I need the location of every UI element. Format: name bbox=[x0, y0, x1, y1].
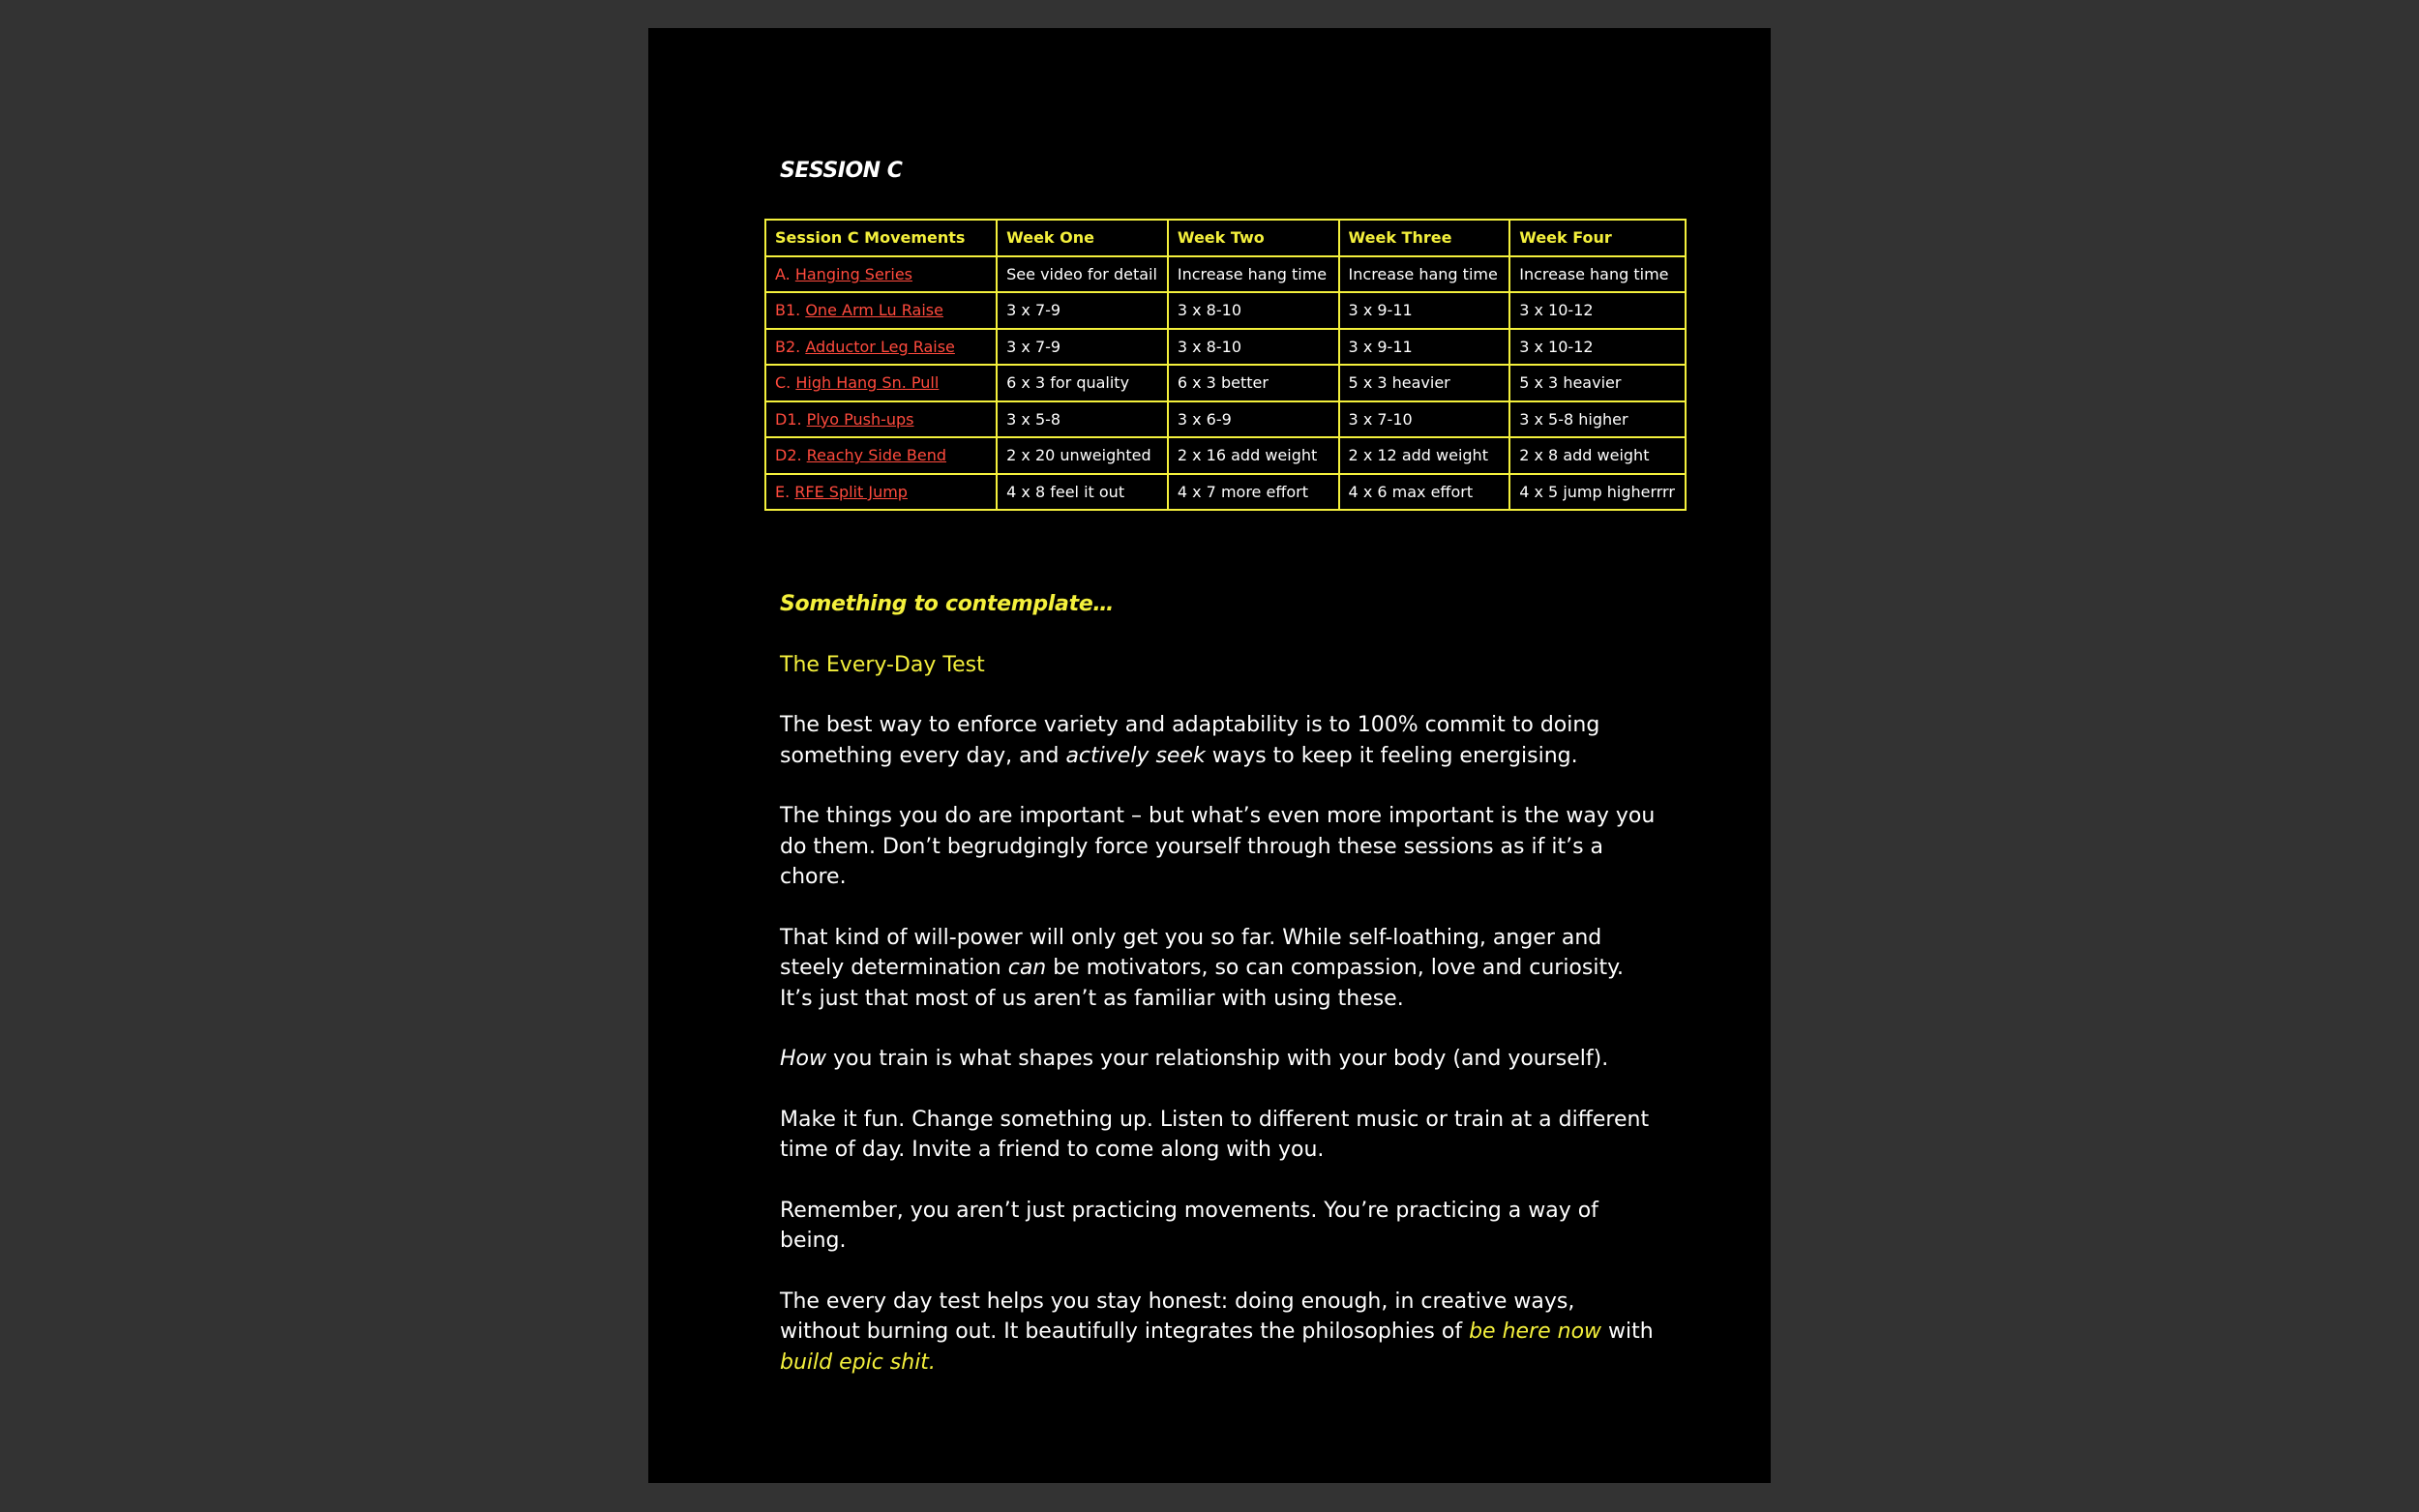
movement-cell bbox=[765, 365, 997, 401]
movement-prefix: C. bbox=[775, 373, 796, 393]
week-two-cell: 3 x 8-10 bbox=[1168, 329, 1339, 366]
week-four-cell: 2 x 8 add weight bbox=[1509, 437, 1686, 474]
movement-link-reachy-side-bend[interactable]: Reachy Side Bend bbox=[806, 446, 947, 465]
week-two-cell: 3 x 8-10 bbox=[1168, 292, 1339, 329]
table-row bbox=[765, 365, 1686, 401]
week-three-cell: Increase hang time bbox=[1339, 256, 1510, 293]
week-four-cell: 5 x 3 heavier bbox=[1509, 365, 1686, 401]
week-three-cell: 5 x 3 heavier bbox=[1339, 365, 1510, 401]
movement-prefix: B2. bbox=[775, 337, 806, 356]
movement-prefix: A. bbox=[775, 264, 795, 283]
table-header-row bbox=[765, 220, 1686, 256]
week-three-cell: 3 x 7-10 bbox=[1339, 401, 1510, 438]
paragraph-2: The things you do are important – but what’s even more important is the way you do them. Don’t begrudgingly force yourself through these sessions as if it’s a chore. bbox=[780, 804, 1656, 889]
movement-link-high-hang-sn-pull[interactable]: High Hang Sn. Pull bbox=[795, 373, 940, 393]
week-two-cell: 6 x 3 better bbox=[1168, 365, 1339, 401]
week-four-cell: Increase hang time bbox=[1509, 256, 1686, 293]
movement-link-plyo-push-ups[interactable]: Plyo Push-ups bbox=[806, 409, 914, 429]
paragraph-1 bbox=[780, 710, 1656, 771]
paragraph-3 bbox=[780, 923, 1656, 1015]
week-two-cell: 4 x 7 more effort bbox=[1168, 474, 1339, 511]
paragraph-3-text: That kind of will-power will only get you so far. While self-loathing, anger and steely determination bbox=[780, 925, 1602, 980]
table-row bbox=[765, 256, 1686, 293]
header-movements: Session C Movements bbox=[765, 220, 997, 256]
week-four-cell: 4 x 5 jump higherrrr bbox=[1509, 474, 1686, 511]
movement-prefix: B1. bbox=[775, 301, 806, 320]
movement-cell bbox=[765, 437, 997, 474]
contemplate-heading: Something to contemplate… bbox=[780, 592, 1115, 616]
paragraph-7-text: The every day test helps you stay honest: doing enough, in creative ways, without burning out. It beautifully integrates the philosophies of bbox=[780, 1289, 1575, 1344]
week-one-cell: 3 x 7-9 bbox=[997, 329, 1168, 366]
week-two-cell: 3 x 6-9 bbox=[1168, 401, 1339, 438]
week-one-cell: 3 x 7-9 bbox=[997, 292, 1168, 329]
header-week-one: Week One bbox=[997, 220, 1168, 256]
build-epic-shit-phrase: build epic shit. bbox=[780, 1349, 936, 1375]
movement-link-hanging-series[interactable]: Hanging Series bbox=[794, 264, 913, 283]
session-plan-table bbox=[764, 219, 1687, 511]
paragraph-7-connector: with bbox=[1601, 1319, 1654, 1344]
movement-cell bbox=[765, 329, 997, 366]
movement-cell bbox=[765, 401, 997, 438]
week-four-cell: 3 x 10-12 bbox=[1509, 329, 1686, 366]
paragraph-7 bbox=[780, 1287, 1656, 1379]
movement-cell bbox=[765, 256, 997, 293]
paragraph-3-text-end: be motivators, so can compassion, love and curiosity. It’s just that most of us aren’t as familiar with using these. bbox=[780, 956, 1624, 1011]
table-row bbox=[765, 329, 1686, 366]
movement-link-one-arm-lu-raise[interactable]: One Arm Lu Raise bbox=[805, 301, 943, 320]
week-one-cell: See video for detail bbox=[997, 256, 1168, 293]
movement-cell bbox=[765, 292, 997, 329]
paragraph-5: Make it fun. Change something up. Listen to different music or train at a different time of day. Invite a friend to come along with you. bbox=[780, 1107, 1650, 1162]
movement-prefix: D2. bbox=[775, 446, 807, 465]
table-row bbox=[765, 437, 1686, 474]
movement-cell bbox=[765, 474, 997, 511]
every-day-test-heading: The Every-Day Test bbox=[780, 652, 985, 677]
movement-link-adductor-leg-raise[interactable]: Adductor Leg Raise bbox=[805, 337, 955, 356]
paragraph-4 bbox=[780, 1044, 1656, 1075]
paragraph-4-emphasis: How bbox=[780, 1047, 826, 1071]
document-page bbox=[648, 28, 1771, 1483]
paragraph-1-emphasis: actively seek bbox=[1065, 743, 1206, 768]
paragraph-6: Remember, you aren’t just practicing movements. You’re practicing a way of being. bbox=[780, 1198, 1598, 1253]
header-week-three: Week Three bbox=[1339, 220, 1510, 256]
week-three-cell: 4 x 6 max effort bbox=[1339, 474, 1510, 511]
week-three-cell: 2 x 12 add weight bbox=[1339, 437, 1510, 474]
week-three-cell: 3 x 9-11 bbox=[1339, 329, 1510, 366]
table-row bbox=[765, 401, 1686, 438]
contemplate-section bbox=[780, 589, 1656, 1408]
header-week-four: Week Four bbox=[1509, 220, 1686, 256]
paragraph-1-text-end: ways to keep it feeling energising. bbox=[1205, 743, 1578, 768]
paragraph-1-text: The best way to enforce variety and adaptability is to 100% commit to doing something every day, and bbox=[780, 713, 1600, 768]
paragraph-3-emphasis: can bbox=[1007, 956, 1047, 980]
be-here-now-phrase: be here now bbox=[1469, 1319, 1602, 1344]
week-four-cell: 3 x 10-12 bbox=[1509, 292, 1686, 329]
header-week-two: Week Two bbox=[1168, 220, 1339, 256]
week-one-cell: 3 x 5-8 bbox=[997, 401, 1168, 438]
week-three-cell: 3 x 9-11 bbox=[1339, 292, 1510, 329]
paragraph-4-text: you train is what shapes your relationship with your body (and yourself). bbox=[826, 1047, 1609, 1071]
week-two-cell: 2 x 16 add weight bbox=[1168, 437, 1339, 474]
week-one-cell: 4 x 8 feel it out bbox=[997, 474, 1168, 511]
week-two-cell: Increase hang time bbox=[1168, 256, 1339, 293]
movement-prefix: D1. bbox=[775, 409, 807, 429]
session-title: SESSION C bbox=[780, 159, 903, 183]
movement-link-rfe-split-jump[interactable]: RFE Split Jump bbox=[794, 482, 908, 501]
table-row bbox=[765, 292, 1686, 329]
week-one-cell: 2 x 20 unweighted bbox=[997, 437, 1168, 474]
movement-prefix: E. bbox=[775, 482, 795, 501]
week-one-cell: 6 x 3 for quality bbox=[997, 365, 1168, 401]
week-four-cell: 3 x 5-8 higher bbox=[1509, 401, 1686, 438]
table-row bbox=[765, 474, 1686, 511]
